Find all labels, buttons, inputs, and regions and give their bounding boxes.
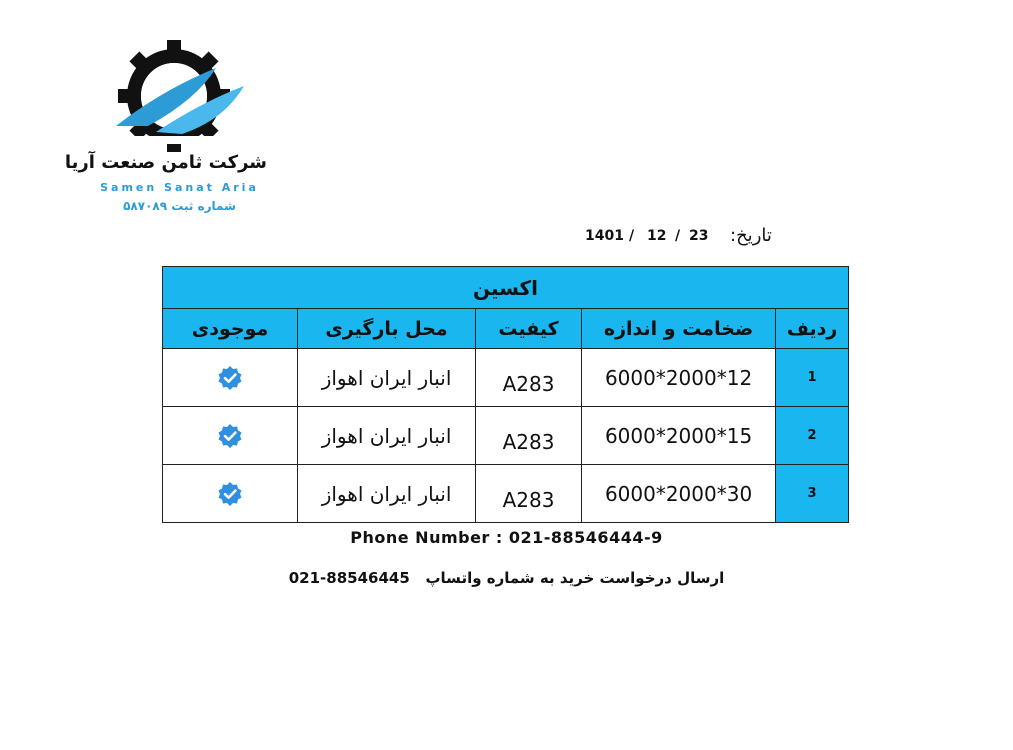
stock-table — [162, 266, 849, 523]
row-stock — [163, 407, 298, 465]
row-location: انبار ایران اهواز — [298, 349, 476, 407]
whatsapp-number: 021-88546445 — [288, 569, 410, 587]
row-location: انبار ایران اهواز — [298, 465, 476, 523]
table-title: اکسین — [163, 267, 849, 309]
company-name-en: Samen Sanat Aria — [100, 181, 259, 194]
date-separator: / — [675, 228, 681, 244]
gear-ship-logo-icon — [112, 40, 247, 152]
row-size: 6000*2000*30 — [582, 465, 776, 523]
company-name-fa: شرکت ثامن صنعت آریا — [64, 152, 267, 173]
table-title-row — [163, 267, 849, 309]
whatsapp-text: ارسال درخواست خرید به شماره واتساپ — [425, 569, 725, 587]
row-quality: A283 — [476, 349, 582, 407]
row-location: انبار ایران اهواز — [298, 407, 476, 465]
date-value — [585, 228, 708, 244]
row-index: 1 — [776, 349, 849, 407]
row-quality: A283 — [476, 465, 582, 523]
date-day: 23 — [689, 228, 709, 244]
date-month: 12 — [647, 228, 667, 244]
row-index: 3 — [776, 465, 849, 523]
row-index: 2 — [776, 407, 849, 465]
column-header: محل بارگیری — [298, 309, 476, 349]
verified-check-icon — [217, 365, 243, 391]
contact-phone: Phone Number : 021-88546444-9 — [350, 528, 663, 547]
row-stock — [163, 349, 298, 407]
date-label: تاریخ: — [730, 225, 772, 246]
column-header: موجودی — [163, 309, 298, 349]
row-size: 6000*2000*12 — [582, 349, 776, 407]
table-row — [163, 465, 849, 523]
verified-check-icon — [217, 423, 243, 449]
date-year: 1401 — [585, 228, 624, 244]
column-header: ضخامت و اندازه — [582, 309, 776, 349]
row-stock — [163, 465, 298, 523]
column-header: ردیف — [776, 309, 849, 349]
table-header-row — [163, 309, 849, 349]
company-registration: شماره ثبت ۵۸۷۰۸۹ — [123, 199, 236, 213]
company-logo — [64, 40, 267, 218]
table-row — [163, 407, 849, 465]
row-size: 6000*2000*15 — [582, 407, 776, 465]
verified-check-icon — [217, 481, 243, 507]
table-row — [163, 349, 849, 407]
column-header: کیفیت — [476, 309, 582, 349]
date-separator: / — [629, 228, 635, 244]
row-quality: A283 — [476, 407, 582, 465]
contact-whatsapp — [0, 569, 1013, 587]
